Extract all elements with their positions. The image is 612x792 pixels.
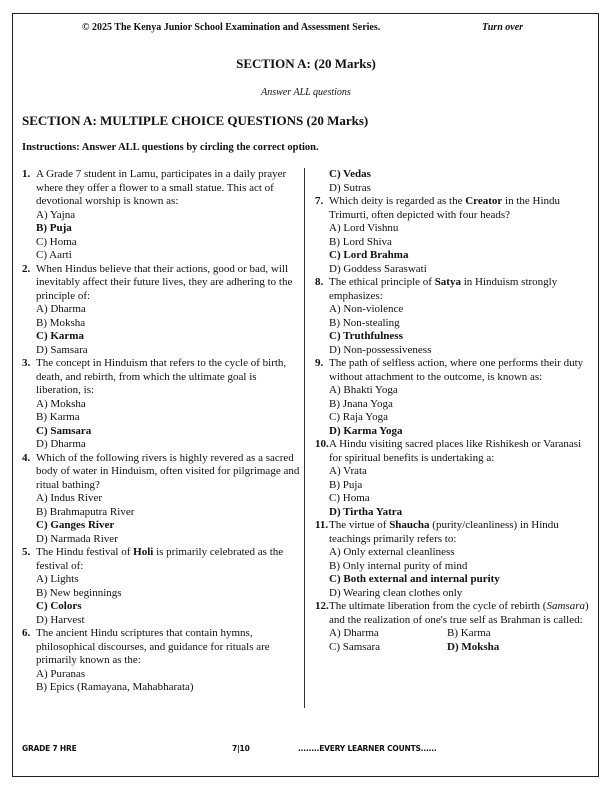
right-column — [315, 168, 590, 654]
text-segment: The path of selfless action, where one performs their duty without attachment to the outcome, is known as: — [329, 357, 584, 383]
italic-term: Samsara — [546, 600, 585, 612]
question — [315, 168, 590, 195]
answer-option: B) Lord Shiva — [329, 235, 392, 248]
question — [22, 627, 302, 695]
text-segment: The Hindu festival of — [36, 546, 134, 558]
question-text — [329, 357, 590, 384]
answer-option: D) Moksha — [447, 640, 500, 653]
bold-term: Shaucha — [389, 519, 430, 531]
answer-option: B) Moksha — [36, 316, 86, 329]
answer-option: B) Only internal purity of mind — [329, 559, 468, 572]
answer-option: C) Truthfulness — [329, 330, 403, 342]
question-number: 10. — [315, 438, 329, 450]
bold-term: Satya — [434, 276, 461, 288]
question — [315, 276, 590, 357]
answer-option: D) Tirtha Yatra — [329, 505, 403, 518]
answer-option: D) Non-possessiveness — [329, 343, 432, 356]
question-number: 3. — [22, 357, 31, 369]
answer-option: B) Karma — [36, 411, 80, 423]
answer-option: B) Epics (Ramayana, Mahabharata) — [36, 681, 194, 693]
text-segment: ) and the realization of one's true self as Brahman is called: — [329, 600, 589, 626]
footer-grade: GRADE 7 HRE — [22, 744, 77, 753]
question-text — [36, 357, 302, 398]
answer-option: D) Dharma — [36, 438, 86, 450]
turn-over-label: Turn over — [482, 22, 524, 33]
answer-option: C) Aarti — [36, 249, 72, 261]
question-text — [36, 627, 302, 668]
copyright-header: © 2025 The Kenya Junior School Examination and Assessment Series. — [82, 22, 381, 33]
text-segment: is primarily celebrated as the festival of: — [36, 546, 284, 572]
answer-option-row — [315, 641, 590, 655]
answer-option: A) Non-violence — [329, 303, 404, 315]
question-number: 11. — [315, 519, 329, 531]
question-stem — [315, 195, 590, 222]
bold-term: Holi — [133, 546, 154, 558]
answer-option: B) New beginnings — [36, 586, 122, 599]
answer-option: A) Only external cleanliness — [329, 546, 455, 558]
question — [315, 195, 590, 276]
question-stem — [315, 519, 590, 546]
question-number: 6. — [22, 627, 31, 639]
answer-option: B) Puja — [36, 222, 72, 234]
answer-option-row — [315, 627, 590, 641]
question-number: 12. — [315, 600, 329, 612]
question — [22, 357, 302, 452]
answer-option: C) Homa — [36, 235, 77, 248]
text-segment: A Grade 7 student in Lamu, participates in a daily prayer where they offer a flower to a small statue. This act of devotional worship is known as: — [36, 168, 287, 207]
question-number: 1. — [22, 168, 31, 180]
text-segment: The ancient Hindu scriptures that contain hymns, philosophical discourses, and guidance for rituals are primarily known as the: — [36, 627, 270, 666]
text-segment: The virtue of — [329, 519, 390, 531]
answer-option: C) Karma — [36, 330, 84, 342]
text-segment: in the Hindu Trimurti, often depicted with four heads? — [329, 195, 561, 221]
answer-option: B) Puja — [329, 478, 363, 491]
footer-page: 7|10 — [232, 744, 250, 753]
question-number: 4. — [22, 451, 31, 464]
answer-option: C) Samsara — [329, 640, 381, 653]
answer-option: C) Colors — [36, 600, 82, 612]
question-stem — [22, 263, 302, 304]
question — [22, 546, 302, 627]
text-segment: Which of the following rivers is highly revered as a sacred body of water in Hinduism, often visited for pilgrimage and ritual bathing? — [36, 451, 300, 491]
mcq-title: SECTION A: MULTIPLE CHOICE QUESTIONS (20 Marks) — [22, 113, 369, 128]
text-segment: in Hinduism strongly emphasizes: — [329, 276, 558, 302]
answer-option: C) Ganges River — [36, 519, 115, 531]
answer-option: B) Brahmaputra River — [36, 505, 135, 518]
question-stem — [315, 600, 590, 627]
question-number: 7. — [315, 195, 324, 207]
answer-option: D) Goddess Saraswati — [329, 262, 427, 275]
question-number: 9. — [315, 357, 324, 369]
answer-option: D) Samsara — [36, 343, 88, 356]
text-segment: The concept in Hinduism that refers to the cycle of birth, death, and rebirth, from which the ultimate goal is liberation, is: — [36, 357, 287, 396]
question — [315, 357, 590, 438]
question-text — [36, 452, 302, 493]
answer-option: D) Karma Yoga — [329, 424, 403, 437]
answer-option: A) Indus River — [36, 492, 102, 504]
answer-option: A) Lord Vishnu — [329, 222, 399, 234]
answer-option: B) Non-stealing — [329, 316, 400, 329]
question-text — [329, 438, 590, 465]
instructions: Instructions: Answer ALL questions by circling the correct option. — [22, 142, 319, 153]
answer-option: C) Raja Yoga — [329, 411, 388, 423]
question-stem — [315, 438, 590, 465]
question-text — [36, 263, 302, 304]
answer-option: A) Yajna — [36, 208, 76, 221]
answer-option: A) Dharma — [36, 303, 86, 315]
question-stem — [315, 357, 590, 384]
question-number: 8. — [315, 276, 324, 288]
answer-option: B) Karma — [447, 627, 491, 639]
answer-option: A) Puranas — [36, 667, 86, 680]
answer-option: D) Harvest — [36, 613, 85, 626]
answer-option: A) Bhakti Yoga — [329, 384, 398, 396]
question-number: 5. — [22, 546, 31, 558]
answer-option: B) Jnana Yoga — [329, 397, 393, 410]
question-number: 2. — [22, 262, 31, 275]
question — [315, 438, 590, 519]
question — [22, 263, 302, 358]
question-stem — [22, 627, 302, 668]
question-text — [36, 546, 302, 573]
left-column — [22, 168, 302, 695]
answer-option: C) Homa — [329, 492, 370, 504]
question-text — [329, 519, 590, 546]
bold-term: Creator — [465, 195, 503, 207]
text-segment: The ethical principle of — [329, 276, 435, 288]
answer-option: C) Samsara — [36, 424, 92, 437]
text-segment: Which deity is regarded as the — [329, 195, 466, 207]
question — [315, 600, 590, 654]
answer-option: A) Dharma — [329, 627, 379, 639]
answer-option: A) Lights — [36, 573, 79, 585]
question-stem — [22, 452, 302, 493]
question-text — [329, 276, 590, 303]
question-stem — [22, 357, 302, 398]
answer-option: D) Sutras — [329, 181, 371, 194]
column-divider — [304, 168, 305, 708]
answer-all-note: Answer ALL questions — [261, 87, 351, 98]
question — [22, 452, 302, 547]
question-stem — [315, 276, 590, 303]
text-segment: When Hindus believe that their actions, good or bad, will inevitably affect their future lives, they are adhering to the principle of: — [36, 262, 293, 302]
answer-option: D) Narmada River — [36, 532, 118, 545]
question-text — [36, 168, 302, 209]
answer-option: C) Vedas — [329, 168, 371, 180]
answer-option: D) Wearing clean clothes only — [329, 586, 463, 599]
question — [22, 168, 302, 263]
section-title: SECTION A: (20 Marks) — [236, 56, 376, 71]
footer-motto: ........EVERY LEARNER COUNTS...... — [298, 744, 437, 753]
question — [315, 519, 590, 600]
answer-option: A) Moksha — [36, 397, 86, 410]
answer-option: A) Vrata — [329, 465, 367, 477]
text-segment: The ultimate liberation from the cycle of rebirth ( — [329, 600, 547, 612]
question-text — [329, 600, 590, 627]
text-segment: (purity/cleanliness) in Hindu teachings primarily refers to: — [329, 519, 559, 545]
question-stem — [22, 546, 302, 573]
question-stem — [22, 168, 302, 209]
answer-option: C) Lord Brahma — [329, 249, 409, 261]
question-text — [329, 195, 590, 222]
answer-option: C) Both external and internal purity — [329, 573, 500, 585]
text-segment: A Hindu visiting sacred places like Rishikesh or Varanasi for spiritual benefits is undertaking a: — [329, 438, 582, 464]
